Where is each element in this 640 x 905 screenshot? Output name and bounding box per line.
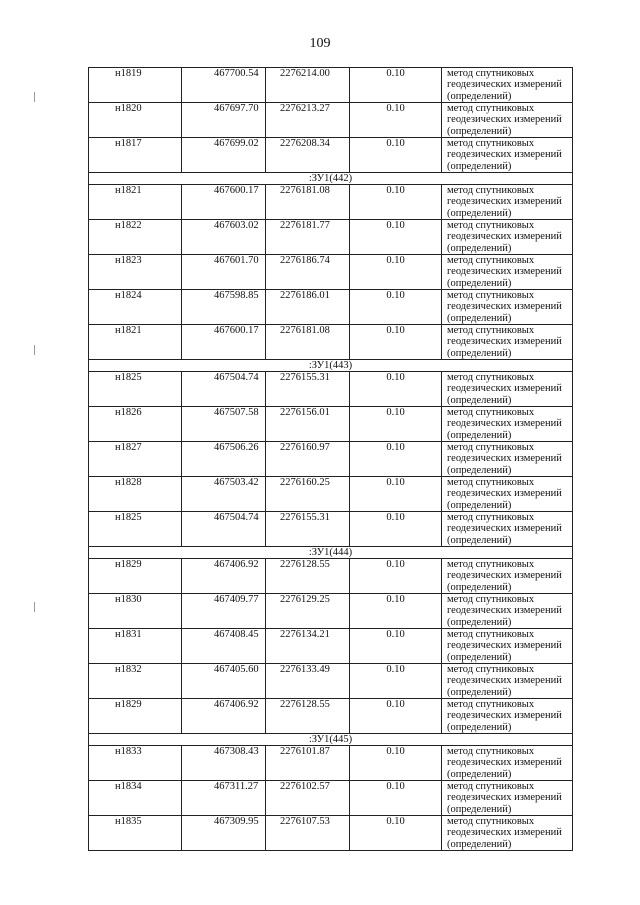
point-number-cell: н1824 (89, 290, 182, 325)
method-text-line: метод спутниковых (447, 781, 535, 792)
method-text-line: метод спутниковых (447, 407, 535, 418)
method-text-line: метод спутниковых (447, 220, 535, 231)
method-text-line: метод спутниковых (447, 185, 535, 196)
method-text-line: (определений) (447, 499, 512, 511)
method-text-line: (определений) (447, 277, 512, 289)
method-text-line: геодезических измерений (447, 488, 562, 500)
method-text-line: (определений) (447, 616, 512, 628)
x-coordinate-cell: 467503.42 (182, 477, 266, 512)
method-text-line: (определений) (447, 207, 512, 219)
table-row (89, 477, 573, 512)
method-text-line: (определений) (447, 464, 512, 476)
y-coordinate-cell: 2276181.08 (266, 325, 350, 360)
method-text-line: метод спутниковых (447, 559, 535, 570)
y-coordinate-cell: 2276128.55 (266, 699, 350, 734)
point-number-cell: н1825 (89, 512, 182, 547)
x-coordinate-cell: 467408.45 (182, 629, 266, 664)
error-value-cell: 0.10 (350, 477, 442, 512)
method-text-line: (определений) (447, 534, 512, 546)
table-row (89, 442, 573, 477)
parcel-header-label: :ЗУ1(444) (89, 547, 573, 559)
method-text-line: (определений) (447, 686, 512, 698)
error-value-cell: 0.10 (350, 68, 442, 103)
method-text-line: (определений) (447, 768, 512, 780)
method-cell (442, 255, 573, 290)
method-cell (442, 629, 573, 664)
parcel-header-row (89, 173, 573, 185)
table-row (89, 220, 573, 255)
method-text-line: (определений) (447, 721, 512, 733)
point-number-cell: н1820 (89, 103, 182, 138)
point-number-cell: н1829 (89, 699, 182, 734)
table-row (89, 746, 573, 781)
x-coordinate-cell: 467700.54 (182, 68, 266, 103)
method-text-line: геодезических измерений (447, 266, 562, 278)
method-cell (442, 220, 573, 255)
x-coordinate-cell: 467598.85 (182, 290, 266, 325)
method-text-line: метод спутниковых (447, 68, 535, 79)
method-text-line: метод спутниковых (447, 477, 535, 488)
point-number-cell: н1821 (89, 325, 182, 360)
error-value-cell: 0.10 (350, 594, 442, 629)
point-number-cell: н1825 (89, 372, 182, 407)
method-text-line: геодезических измерений (447, 827, 562, 839)
method-text-line: геодезических измерений (447, 114, 562, 126)
parcel-header-label: :ЗУ1(443) (89, 360, 573, 372)
table-row (89, 664, 573, 699)
method-text-line: метод спутниковых (447, 746, 535, 757)
method-text-line: метод спутниковых (447, 699, 535, 710)
y-coordinate-cell: 2276155.31 (266, 512, 350, 547)
method-text-line: метод спутниковых (447, 103, 535, 114)
error-value-cell: 0.10 (350, 220, 442, 255)
method-text-line: геодезических измерений (447, 710, 562, 722)
y-coordinate-cell: 2276133.49 (266, 664, 350, 699)
error-value-cell: 0.10 (350, 290, 442, 325)
point-number-cell: н1826 (89, 407, 182, 442)
method-cell (442, 103, 573, 138)
method-text-line: метод спутниковых (447, 816, 535, 827)
table-row (89, 407, 573, 442)
y-coordinate-cell: 2276181.08 (266, 185, 350, 220)
point-number-cell: н1827 (89, 442, 182, 477)
coordinates-table (88, 67, 573, 851)
method-text-line: геодезических измерений (447, 675, 562, 687)
method-text-line: метод спутниковых (447, 138, 535, 149)
point-number-cell: н1832 (89, 664, 182, 699)
y-coordinate-cell: 2276160.97 (266, 442, 350, 477)
x-coordinate-cell: 467601.70 (182, 255, 266, 290)
method-text-line: метод спутниковых (447, 372, 535, 383)
table-row (89, 699, 573, 734)
method-cell (442, 138, 573, 173)
point-number-cell: н1828 (89, 477, 182, 512)
x-coordinate-cell: 467409.77 (182, 594, 266, 629)
y-coordinate-cell: 2276181.77 (266, 220, 350, 255)
error-value-cell: 0.10 (350, 512, 442, 547)
y-coordinate-cell: 2276186.74 (266, 255, 350, 290)
method-text-line: (определений) (447, 160, 512, 172)
error-value-cell: 0.10 (350, 781, 442, 816)
method-cell (442, 699, 573, 734)
error-value-cell: 0.10 (350, 407, 442, 442)
error-value-cell: 0.10 (350, 372, 442, 407)
table-row (89, 816, 573, 851)
method-cell (442, 290, 573, 325)
method-cell (442, 68, 573, 103)
parcel-header-row (89, 547, 573, 559)
scan-margin-mark (34, 345, 35, 355)
y-coordinate-cell: 2276160.25 (266, 477, 350, 512)
method-text-line: (определений) (447, 429, 512, 441)
method-text-line: метод спутниковых (447, 594, 535, 605)
y-coordinate-cell: 2276128.55 (266, 559, 350, 594)
method-cell (442, 746, 573, 781)
method-text-line: метод спутниковых (447, 664, 535, 675)
x-coordinate-cell: 467308.43 (182, 746, 266, 781)
error-value-cell: 0.10 (350, 103, 442, 138)
method-cell (442, 442, 573, 477)
scan-margin-mark (34, 602, 35, 612)
method-text-line: метод спутниковых (447, 325, 535, 336)
table-row (89, 290, 573, 325)
method-cell (442, 407, 573, 442)
error-value-cell: 0.10 (350, 816, 442, 851)
y-coordinate-cell: 2276101.87 (266, 746, 350, 781)
method-text-line: геодезических измерений (447, 418, 562, 430)
method-text-line: метод спутниковых (447, 629, 535, 640)
y-coordinate-cell: 2276186.01 (266, 290, 350, 325)
x-coordinate-cell: 467600.17 (182, 185, 266, 220)
error-value-cell: 0.10 (350, 255, 442, 290)
table-row (89, 781, 573, 816)
method-text-line: метод спутниковых (447, 512, 535, 523)
x-coordinate-cell: 467309.95 (182, 816, 266, 851)
method-text-line: геодезических измерений (447, 523, 562, 535)
error-value-cell: 0.10 (350, 629, 442, 664)
x-coordinate-cell: 467603.02 (182, 220, 266, 255)
method-cell (442, 594, 573, 629)
method-cell (442, 477, 573, 512)
x-coordinate-cell: 467504.74 (182, 512, 266, 547)
error-value-cell: 0.10 (350, 746, 442, 781)
method-text-line: геодезических измерений (447, 640, 562, 652)
parcel-header-label: :ЗУ1(445) (89, 734, 573, 746)
method-cell (442, 816, 573, 851)
error-value-cell: 0.10 (350, 559, 442, 594)
method-text-line: геодезических измерений (447, 196, 562, 208)
point-number-cell: н1821 (89, 185, 182, 220)
parcel-header-row (89, 734, 573, 746)
table-row (89, 255, 573, 290)
y-coordinate-cell: 2276214.00 (266, 68, 350, 103)
point-number-cell: н1823 (89, 255, 182, 290)
method-text-line: геодезических измерений (447, 570, 562, 582)
table-row (89, 372, 573, 407)
method-cell (442, 512, 573, 547)
error-value-cell: 0.10 (350, 699, 442, 734)
method-cell (442, 185, 573, 220)
point-number-cell: н1835 (89, 816, 182, 851)
parcel-header-row (89, 360, 573, 372)
point-number-cell: н1819 (89, 68, 182, 103)
method-text-line: (определений) (447, 394, 512, 406)
method-text-line: геодезических измерений (447, 792, 562, 804)
y-coordinate-cell: 2276208.34 (266, 138, 350, 173)
method-text-line: геодезических измерений (447, 301, 562, 313)
table-row (89, 185, 573, 220)
point-number-cell: н1830 (89, 594, 182, 629)
method-text-line: (определений) (447, 242, 512, 254)
table-row (89, 559, 573, 594)
y-coordinate-cell: 2276129.25 (266, 594, 350, 629)
coordinates-table-body (89, 68, 573, 851)
y-coordinate-cell: 2276107.53 (266, 816, 350, 851)
x-coordinate-cell: 467507.58 (182, 407, 266, 442)
method-text-line: (определений) (447, 312, 512, 324)
method-text-line: геодезических измерений (447, 757, 562, 769)
y-coordinate-cell: 2276134.21 (266, 629, 350, 664)
table-row (89, 594, 573, 629)
method-text-line: (определений) (447, 581, 512, 593)
error-value-cell: 0.10 (350, 325, 442, 360)
method-text-line: (определений) (447, 347, 512, 359)
method-text-line: геодезических измерений (447, 231, 562, 243)
table-row (89, 512, 573, 547)
point-number-cell: н1829 (89, 559, 182, 594)
method-text-line: геодезических измерений (447, 79, 562, 91)
method-text-line: геодезических измерений (447, 605, 562, 617)
method-text-line: геодезических измерений (447, 149, 562, 161)
method-cell (442, 664, 573, 699)
method-text-line: (определений) (447, 803, 512, 815)
point-number-cell: н1831 (89, 629, 182, 664)
method-cell (442, 325, 573, 360)
method-text-line: (определений) (447, 838, 512, 850)
x-coordinate-cell: 467504.74 (182, 372, 266, 407)
x-coordinate-cell: 467406.92 (182, 559, 266, 594)
x-coordinate-cell: 467699.02 (182, 138, 266, 173)
table-row (89, 325, 573, 360)
error-value-cell: 0.10 (350, 442, 442, 477)
scan-margin-mark (34, 92, 35, 102)
point-number-cell: н1817 (89, 138, 182, 173)
x-coordinate-cell: 467600.17 (182, 325, 266, 360)
parcel-header-label: :ЗУ1(442) (89, 173, 573, 185)
y-coordinate-cell: 2276155.31 (266, 372, 350, 407)
method-cell (442, 559, 573, 594)
table-row (89, 138, 573, 173)
table-row (89, 629, 573, 664)
method-text-line: (определений) (447, 90, 512, 102)
table-row (89, 103, 573, 138)
page-number: 109 (309, 36, 331, 51)
x-coordinate-cell: 467506.26 (182, 442, 266, 477)
y-coordinate-cell: 2276156.01 (266, 407, 350, 442)
method-text-line: (определений) (447, 125, 512, 137)
method-cell (442, 781, 573, 816)
y-coordinate-cell: 2276213.27 (266, 103, 350, 138)
table-row (89, 68, 573, 103)
x-coordinate-cell: 467406.92 (182, 699, 266, 734)
method-text-line: геодезических измерений (447, 383, 562, 395)
point-number-cell: н1822 (89, 220, 182, 255)
method-text-line: метод спутниковых (447, 290, 535, 301)
error-value-cell: 0.10 (350, 138, 442, 173)
error-value-cell: 0.10 (350, 185, 442, 220)
x-coordinate-cell: 467311.27 (182, 781, 266, 816)
y-coordinate-cell: 2276102.57 (266, 781, 350, 816)
method-cell (442, 372, 573, 407)
x-coordinate-cell: 467405.60 (182, 664, 266, 699)
method-text-line: геодезических измерений (447, 336, 562, 348)
method-text-line: (определений) (447, 651, 512, 663)
method-text-line: геодезических измерений (447, 453, 562, 465)
point-number-cell: н1833 (89, 746, 182, 781)
x-coordinate-cell: 467697.70 (182, 103, 266, 138)
point-number-cell: н1834 (89, 781, 182, 816)
error-value-cell: 0.10 (350, 664, 442, 699)
method-text-line: метод спутниковых (447, 255, 535, 266)
method-text-line: метод спутниковых (447, 442, 535, 453)
